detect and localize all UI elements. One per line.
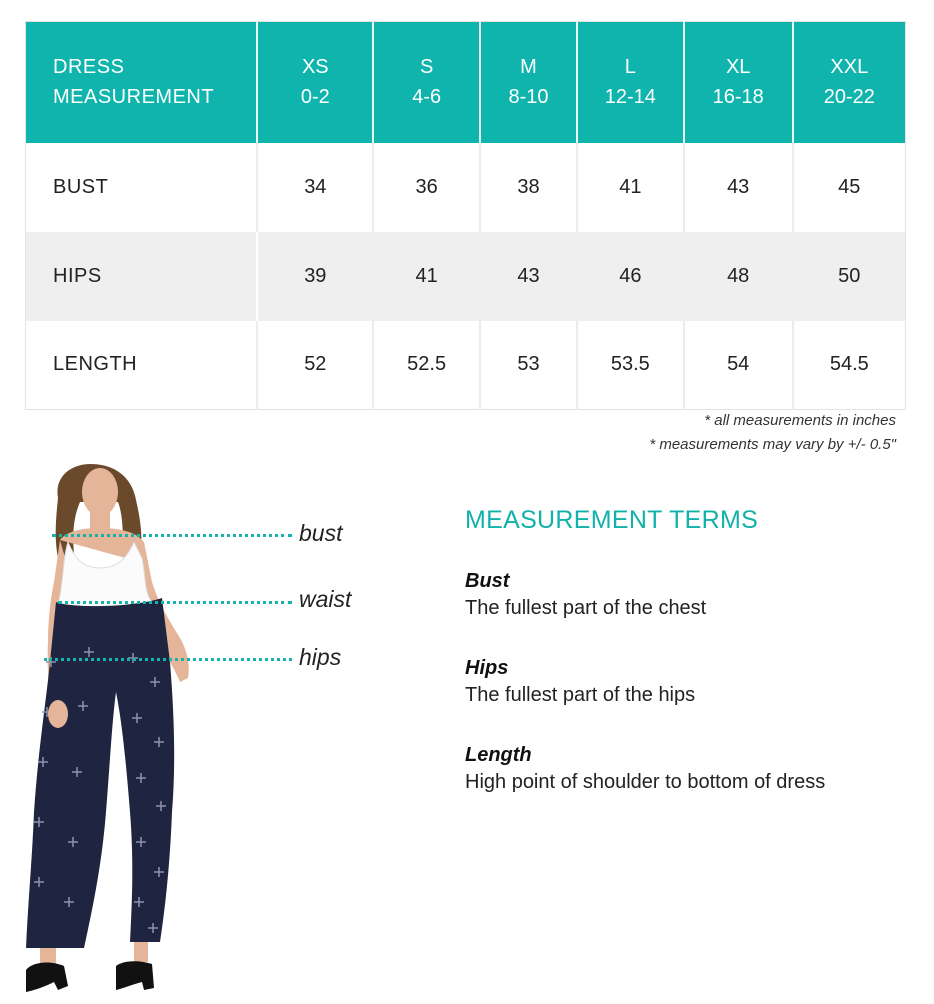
hips-guide-line bbox=[44, 658, 292, 661]
table-cell: 39 bbox=[257, 232, 373, 321]
bust-label: bust bbox=[299, 520, 343, 546]
table-cell: 45 bbox=[838, 175, 861, 198]
row-label: HIPS bbox=[26, 232, 258, 321]
header-size-m: M 8-10 bbox=[480, 22, 577, 143]
header-size-s: S 4-6 bbox=[373, 22, 480, 143]
header-size-l: L 12-14 bbox=[577, 22, 684, 143]
term-name: Hips bbox=[465, 657, 509, 679]
term-description: High point of shoulder to bottom of dress bbox=[465, 771, 826, 793]
note-units: * all measurements in inches bbox=[704, 412, 896, 429]
term-description: The fullest part of the chest bbox=[465, 597, 707, 619]
term-length bbox=[465, 744, 825, 794]
table-row-length bbox=[26, 321, 906, 410]
table-cell: 52 bbox=[257, 321, 373, 410]
term-description: The fullest part of the hips bbox=[465, 684, 696, 706]
table-cell: 38 bbox=[480, 143, 577, 232]
model-figure-image bbox=[20, 462, 220, 1004]
table-cell: 36 bbox=[373, 143, 480, 232]
measurement-terms-title: MEASUREMENT TERMS bbox=[465, 506, 759, 534]
table-cell: 43 bbox=[480, 232, 577, 321]
term-hips bbox=[465, 657, 695, 707]
waist-label: waist bbox=[299, 586, 352, 612]
table-cell: 53 bbox=[480, 321, 577, 410]
table-cell: 54.5 bbox=[829, 353, 869, 376]
waist-guide-line bbox=[58, 601, 292, 604]
table-cell: 53.5 bbox=[577, 321, 684, 410]
size-chart-table bbox=[25, 21, 906, 410]
table-cell: 46 bbox=[577, 232, 684, 321]
table-cell: 52.5 bbox=[373, 321, 480, 410]
table-cell: 34 bbox=[257, 143, 373, 232]
header-size-xs: XS 0-2 bbox=[257, 22, 373, 143]
table-cell: 48 bbox=[684, 232, 793, 321]
row-label: BUST bbox=[26, 143, 258, 232]
table-row-hips bbox=[26, 232, 906, 321]
header-dress-measurement: DRESS MEASUREMENT bbox=[26, 22, 258, 143]
table-cell: 50 bbox=[793, 232, 906, 321]
table-cell: 54 bbox=[684, 321, 793, 410]
term-name: Bust bbox=[465, 570, 510, 592]
header-size-xl: XL 16-18 bbox=[684, 22, 793, 143]
term-bust bbox=[465, 570, 706, 620]
table-cell: 41 bbox=[373, 232, 480, 321]
table-cell: 41 bbox=[577, 143, 684, 232]
header-size-xxl: XXL 20-22 bbox=[793, 22, 906, 143]
size-chart-header-row bbox=[26, 22, 906, 143]
bust-guide-line bbox=[52, 534, 292, 537]
term-name: Length bbox=[465, 744, 532, 766]
note-tolerance: * measurements may vary by +/- 0.5" bbox=[649, 436, 896, 453]
row-label: LENGTH bbox=[26, 321, 258, 410]
table-row-bust bbox=[26, 143, 906, 232]
hips-label: hips bbox=[299, 644, 342, 670]
table-cell: 43 bbox=[684, 143, 793, 232]
